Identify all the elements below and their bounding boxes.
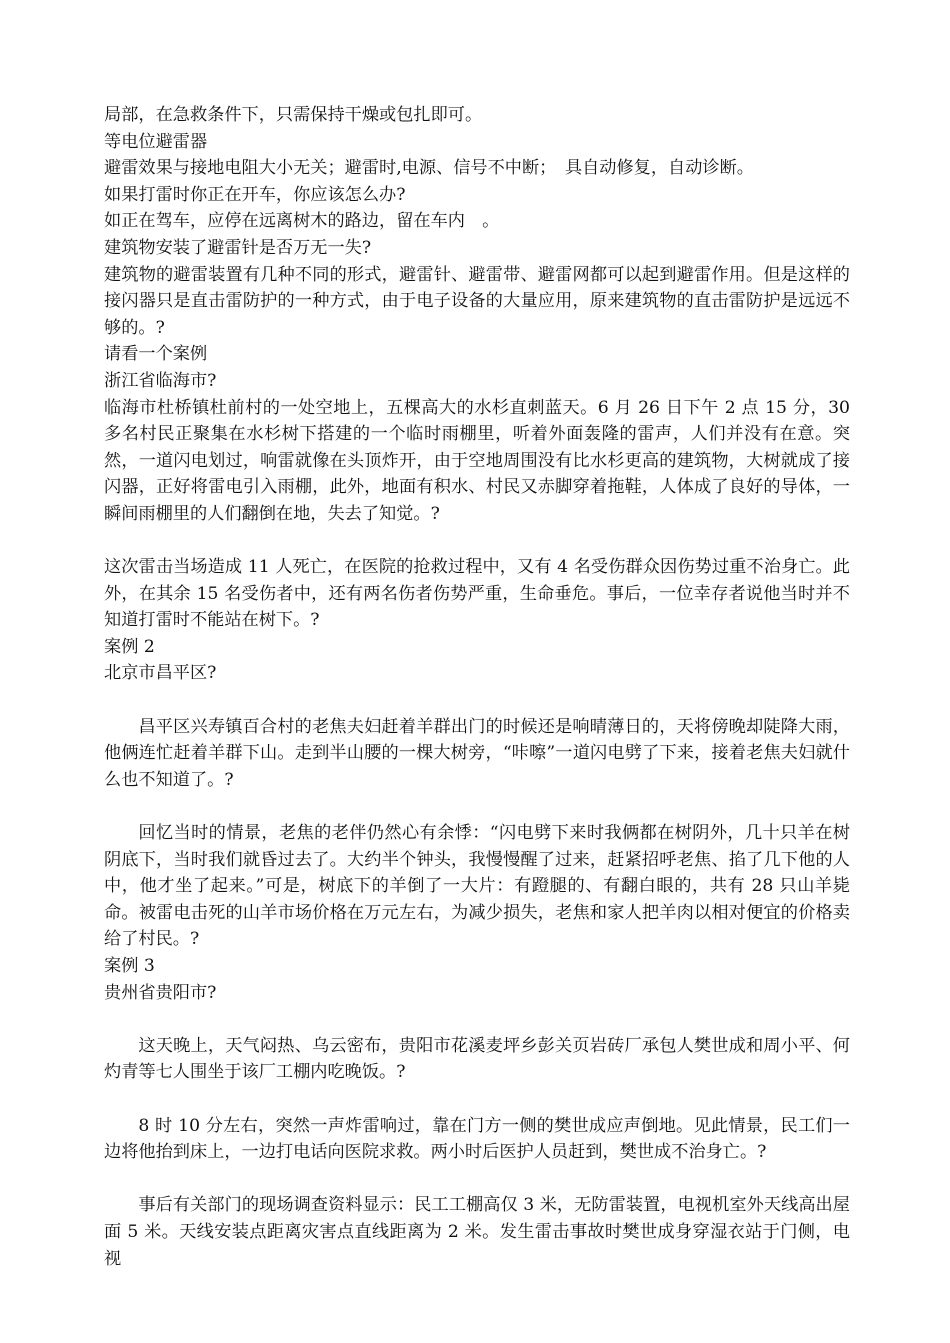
blank-line: [104, 1166, 850, 1193]
question-driving: 如果打雷时你正在开车，你应该怎么办?: [104, 184, 406, 205]
blank-line: [104, 687, 850, 714]
case-2-location: 北京市昌平区?: [104, 663, 217, 684]
case-2-heading: 案例 2: [104, 636, 155, 657]
case-2-paragraph-1: 昌平区兴寿镇百合村的老焦夫妇赶着羊群出门的时候还是响晴薄日的，天将傍晚却陡降大雨，他俩连忙赶着羊群下山。走到半山腰的一棵大树旁，“咔嚓”一道闪电劈了下来，接着老焦夫妇就什么也不知道了。?: [104, 716, 850, 790]
paragraph-arrester-features: 避雷效果与接地电阻大小无关；避雷时,电源、信号不中断； 具自动修复，自动诊断。: [104, 158, 754, 179]
heading-see-case: 请看一个案例: [104, 344, 208, 365]
answer-driving: 如正在驾车，应停在远离树木的路边，留在车内 。: [104, 211, 500, 232]
case-3-location: 贵州省贵阳市?: [104, 982, 217, 1003]
case-3-paragraph-3: 事后有关部门的现场调查资料显示：民工工棚高仅 3 米，无防雷装置，电视机室外天线高出屋面 5 米。天线安装点距离灾害点直线距离为 2 米。发生雷击事故时樊世成身穿湿衣站于门侧，电视: [104, 1195, 850, 1269]
case-2-paragraph-2: 回忆当时的情景，老焦的老伴仍然心有余悸：“闪电劈下来时我俩都在树阴外，几十只羊在树阴底下，当时我们就昏过去了。大约半个钟头，我慢慢醒了过来，赶紧招呼老焦、掐了几下他的人中，他才坐了起来。”可是，树底下的羊倒了一大片：有蹬腿的、有翻白眼的，共有 28 只山羊毙命。被雷电击死的山羊市场价格在万元左右，为减少损失，老焦和家人把羊肉以相对便宜的价格卖给了村民。?: [104, 823, 850, 950]
document-page: [104, 102, 850, 1272]
paragraph-first-aid: 局部，在急救条件下，只需保持干燥或包扎即可。: [104, 105, 483, 125]
question-lightning-rod: 建筑物安装了避雷针是否万无一失?: [104, 237, 372, 258]
case-1-location: 浙江省临海市?: [104, 370, 217, 391]
blank-line: [104, 793, 850, 820]
heading-equipotential-arrester: 等电位避雷器: [104, 131, 208, 152]
answer-lightning-rod: 建筑物的避雷装置有几种不同的形式，避雷针、避雷带、避雷网都可以起到避雷作用。但是这样的接闪器只是直击雷防护的一种方式，由于电子设备的大量应用，原来建筑物的直击雷防护是远远不够的。?: [104, 264, 850, 338]
case-1-paragraph-1: 临海市杜桥镇杜前村的一处空地上，五棵高大的水杉直刺蓝天。6 月 26 日下午 2 点 15 分，30 多名村民正聚集在水杉树下搭建的一个临时雨棚里，听着外面轰隆的雷声，人们并没有在意。突然，一道闪电划过，响雷就像在头顶炸开，由于空地周围没有比水杉更高的建筑物，大树就成了接闪器，正好将雷电引入雨棚，此外，地面有积水、村民又赤脚穿着拖鞋，人体成了良好的导体，一瞬间雨棚里的人们翻倒在地，失去了知觉。?: [104, 397, 850, 524]
case-1-paragraph-2: 这次雷击当场造成 11 人死亡，在医院的抢救过程中，又有 4 名受伤群众因伤势过重不治身亡。此外，在其余 15 名受伤者中，还有两名伤者伤势严重，生命垂危。事后，一位幸存者说他当时并不知道打雷时不能站在树下。?: [104, 557, 850, 631]
blank-line: [104, 1006, 850, 1033]
case-3-heading: 案例 3: [104, 956, 155, 976]
case-3-paragraph-2: 8 时 10 分左右，突然一声炸雷响过，靠在门方一侧的樊世成应声倒地。见此情景，民工们一边将他抬到床上，一边打电话向医院求救。两小时后医护人员赶到，樊世成不治身亡。?: [104, 1115, 850, 1163]
blank-line: [104, 1086, 850, 1113]
blank-line: [104, 528, 850, 555]
case-3-paragraph-1: 这天晚上，天气闷热、乌云密布，贵阳市花溪麦坪乡彭关页岩砖厂承包人樊世成和周小平、何灼青等七人围坐于该厂工棚内吃晚饭。?: [104, 1035, 850, 1083]
